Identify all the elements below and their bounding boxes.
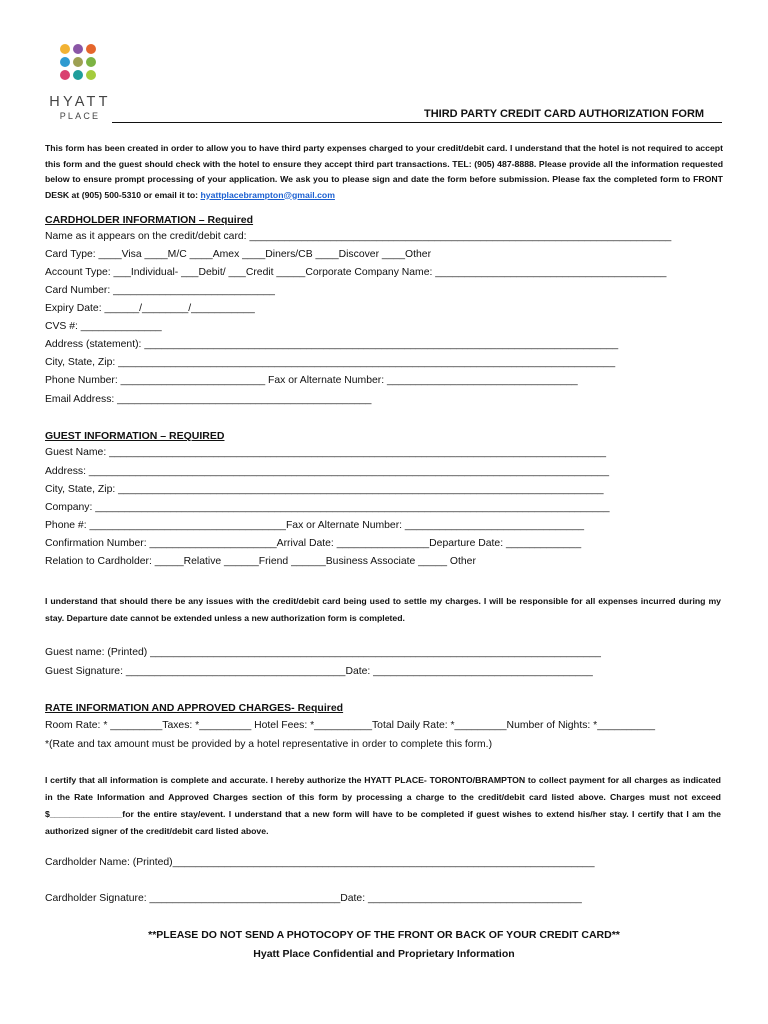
account-type-line[interactable]: Account Type: ___Individual- ___Debit/ ___Credit _____Corporate Company Name: ________________________________________ — [45, 267, 667, 278]
title-rule — [112, 122, 722, 123]
guest-heading: GUEST INFORMATION – REQUIRED — [45, 430, 225, 442]
guest-phone-line[interactable]: Phone #: __________________________________Fax or Alternate Number: _______________________________ — [45, 520, 585, 531]
card-number-line[interactable]: Card Number: ____________________________ — [45, 285, 275, 296]
logo-sub: PLACE — [59, 111, 101, 121]
guest-printed-name-line[interactable]: Guest name: (Printed) ______________________________________________________________________________ — [45, 647, 601, 658]
expiry-date-line[interactable]: Expiry Date: ______/________/___________ — [45, 303, 255, 314]
logo-dot-grid — [60, 44, 100, 84]
logo-dot — [86, 57, 96, 67]
card-type-line[interactable]: Card Type: ____Visa ____M/C ____Amex ____Diners/CB ____Discover ____Other — [45, 249, 432, 260]
rate-heading: RATE INFORMATION AND APPROVED CHARGES- Required — [45, 702, 344, 714]
cardholder-heading: CARDHOLDER INFORMATION – Required — [45, 214, 254, 226]
intro-text: This form has been created in order to allow you to have third party expenses charged to your credit/debit card. I understand that the hotel is not required to accept this form and the guest should check with the hotel to ensure they accept third part transactions. TEL: (905) 487-8888. Please provide all the information requested below to ensure prompt processing of your application. We ask you to please sign and date the form before submission. Please fax the completed form to FRONT DESK at (905) 500-5310 or email it to: — [45, 143, 723, 200]
confidential-notice: Hyatt Place Confidential and Proprietary Information — [253, 948, 515, 960]
logo-dot — [60, 57, 70, 67]
email-link[interactable]: hyattplacebrampton@gmail.com — [200, 189, 335, 200]
rate-note: *(Rate and tax amount must be provided by a hotel representative in order to complete this form.) — [45, 739, 493, 750]
rate-line[interactable]: Room Rate: * _________Taxes: *_________ Hotel Fees: *__________Total Daily Rate: *_________Number of Nights: *__________ — [45, 720, 656, 731]
form-title: THIRD PARTY CREDIT CARD AUTHORIZATION FORM — [424, 108, 705, 120]
logo-dot — [73, 44, 83, 54]
logo-dot — [73, 70, 83, 80]
intro-paragraph — [45, 141, 723, 203]
logo-dot — [60, 70, 70, 80]
relation-line[interactable]: Relation to Cardholder: _____Relative ______Friend ______Business Associate _____ Other — [45, 556, 476, 567]
logo-dot — [60, 44, 70, 54]
address-statement-line[interactable]: Address (statement): __________________________________________________________________________________ — [45, 339, 619, 350]
certify-paragraph: I certify that all information is complete and accurate. I hereby authorize the HYATT PLACE- TORONTO/BRAMPTON to collect payment for all charges as indicated in the Rate Information and Approved Charges section of this form by processing a charge to the credit/debit card listed above. Charges must not exceed $_______________for the entire stay/event. I understand that a new form will have to be completed if guest wishes to extend his/her stay. I certify that I am the authorized signer of the credit/debit card listed above. — [45, 775, 721, 836]
guest-address-line[interactable]: Address: __________________________________________________________________________________________ — [45, 466, 609, 477]
photocopy-warning: **PLEASE DO NOT SEND A PHOTOCOPY OF THE FRONT OR BACK OF YOUR CREDIT CARD** — [148, 929, 620, 941]
guest-company-line[interactable]: Company: _________________________________________________________________________________________ — [45, 502, 610, 513]
phone-number-line[interactable]: Phone Number: _________________________ Fax or Alternate Number: _________________________________ — [45, 375, 578, 386]
city-state-zip-line[interactable]: City, State, Zip: ______________________________________________________________________________________ — [45, 357, 616, 368]
confirmation-line[interactable]: Confirmation Number: ______________________Arrival Date: ________________Departure Date: _____________ — [45, 538, 582, 549]
logo-dot — [86, 70, 96, 80]
email-address-line[interactable]: Email Address: ____________________________________________ — [45, 394, 372, 405]
guest-signature-line[interactable]: Guest Signature: ______________________________________Date: ______________________________________ — [45, 666, 593, 677]
logo-dot — [86, 44, 96, 54]
responsibility-paragraph: I understand that should there be any issues with the credit/debit card being used to settle my charges. I will be responsible for all expenses incurred during my stay. Departure date cannot be extended unless a new authorization form is completed. — [45, 596, 721, 623]
cardholder-signature-line[interactable]: Cardholder Signature: _________________________________Date: _____________________________________ — [45, 893, 582, 904]
logo-dot — [73, 57, 83, 67]
cardholder-printed-name-line[interactable]: Cardholder Name: (Printed)_________________________________________________________________________ — [45, 857, 595, 868]
guest-city-line[interactable]: City, State, Zip: ____________________________________________________________________________________ — [45, 484, 604, 495]
logo-brand: HYATT — [49, 94, 111, 110]
cardholder-name-line[interactable]: Name as it appears on the credit/debit card: _________________________________________________________________________ — [45, 231, 672, 242]
cvs-line[interactable]: CVS #: ______________ — [45, 321, 162, 332]
guest-name-line[interactable]: Guest Name: ______________________________________________________________________________________ — [45, 447, 607, 458]
